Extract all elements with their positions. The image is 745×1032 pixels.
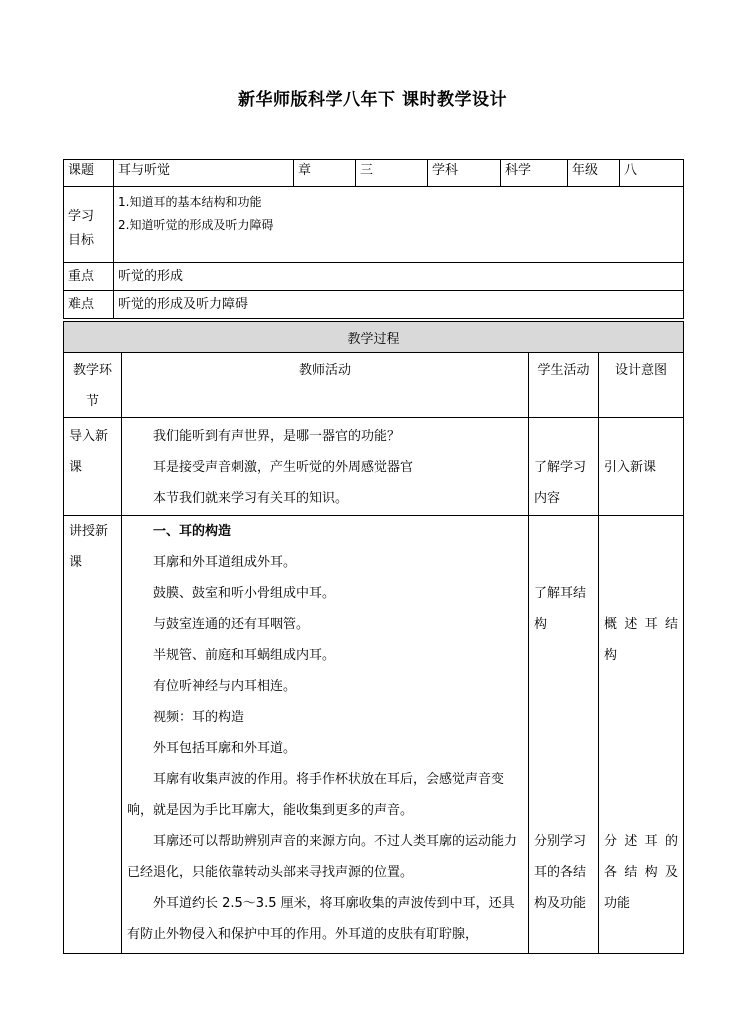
intro-student-line-1: 了解学习 [534,460,587,475]
goal-item: 1.知道耳的基本结构和功能 [118,195,262,209]
lecture-stage-line-1: 讲授新 [69,524,109,539]
process-band: 教学过程 [64,322,684,353]
student-b-line-3: 构及功能 [534,896,587,911]
lecture-line: 与鼓室连通的还有耳咽管。 [153,617,310,632]
lecture-stage-line-2: 课 [69,555,83,570]
lecture-student [529,516,599,954]
grade-value: 八 [620,160,684,187]
intro-stage [64,418,122,516]
chapter-label: 章 [294,160,356,187]
intro-student [529,418,599,516]
goals-label-line-2: 目标 [68,233,95,248]
topic-label: 课题 [64,160,114,187]
subject-value: 科学 [501,160,568,187]
goals-label [64,187,114,263]
goals-value [114,187,684,263]
lesson-info-table [63,159,684,319]
lecture-line: 外耳包括耳廓和外耳道。 [153,741,297,756]
intro-intent [599,418,684,516]
intent-b-line-2: 各结构及 [604,865,679,880]
intro-line: 我们能听到有声世界，是哪一器官的功能？ [153,429,401,444]
student-b-line-2: 耳的各结 [534,865,587,880]
lecture-intent [599,516,684,954]
lecture-line: 耳廓有收集声波的作用。将手作杯状放在耳后，会感觉声音变响，就是因为手比耳廓大，能收集到更多的声音。 [127,772,505,818]
intro-intent-line: 引入新课 [604,460,657,475]
stage-header-line-2: 节 [85,394,99,409]
intro-stage-line-1: 导入新 [69,429,109,444]
intent-header: 设计意图 [599,353,684,418]
intro-student-line-2: 内容 [534,491,561,506]
lecture-line: 耳廓和外耳道组成外耳。 [153,555,297,570]
goals-label-line-1: 学习 [68,209,95,224]
intent-a-line-2: 构 [604,648,618,663]
difficulty-value: 听觉的形成及听力障碍 [114,291,684,319]
intent-b-line-1: 分述耳的 [604,834,679,849]
chapter-value: 三 [356,160,428,187]
intent-b-line-3: 功能 [604,896,631,911]
student-header: 学生活动 [529,353,599,418]
goal-item: 2.知道听觉的形成及听力障碍 [118,218,274,232]
lecture-line: 耳廓还可以帮助辨别声音的来源方向。不过人类耳廓的运动能力已经退化，只能依靠转动头部来寻找声源的位置。 [127,834,518,880]
lecture-stage [64,516,122,954]
page-title: 新华师版科学八年下 课时教学设计 [238,90,507,110]
lecture-line: 外耳道约长 2.5～3.5 厘米，将耳廓收集的声波传到中耳，还具有防止外物侵入和保护中耳的作用。外耳道的皮肤有耵聍腺， [127,896,515,942]
intent-a-line-1: 概述耳结 [604,617,679,632]
student-b-line-1: 分别学习 [534,834,587,849]
lecture-line: 有位听神经与内耳相连。 [153,679,297,694]
topic-value: 耳与听觉 [114,160,294,187]
key-label: 重点 [64,263,114,291]
student-a-line-1: 了解耳结 [534,586,587,601]
grade-label: 年级 [568,160,620,187]
lecture-line: 鼓膜、鼓室和听小骨组成中耳。 [153,586,336,601]
lecture-teacher [122,516,529,954]
subject-label: 学科 [428,160,501,187]
section-heading: 一、耳的构造 [153,524,232,539]
lecture-line: 视频：耳的构造 [153,710,245,725]
key-value: 听觉的形成 [114,263,684,291]
student-a-line-2: 构 [534,617,548,632]
teacher-header: 教师活动 [122,353,529,418]
lecture-line: 半规管、前庭和耳蜗组成内耳。 [153,648,336,663]
teaching-process-table [63,321,684,954]
intro-stage-line-2: 课 [69,460,83,475]
intro-teacher [122,418,529,516]
stage-header-line-1: 教学环 [72,363,112,378]
intro-line: 耳是接受声音刺激，产生听觉的外周感觉器官 [153,460,414,475]
stage-header [64,353,122,418]
intro-line: 本节我们就来学习有关耳的知识。 [153,491,349,506]
difficulty-label: 难点 [64,291,114,319]
